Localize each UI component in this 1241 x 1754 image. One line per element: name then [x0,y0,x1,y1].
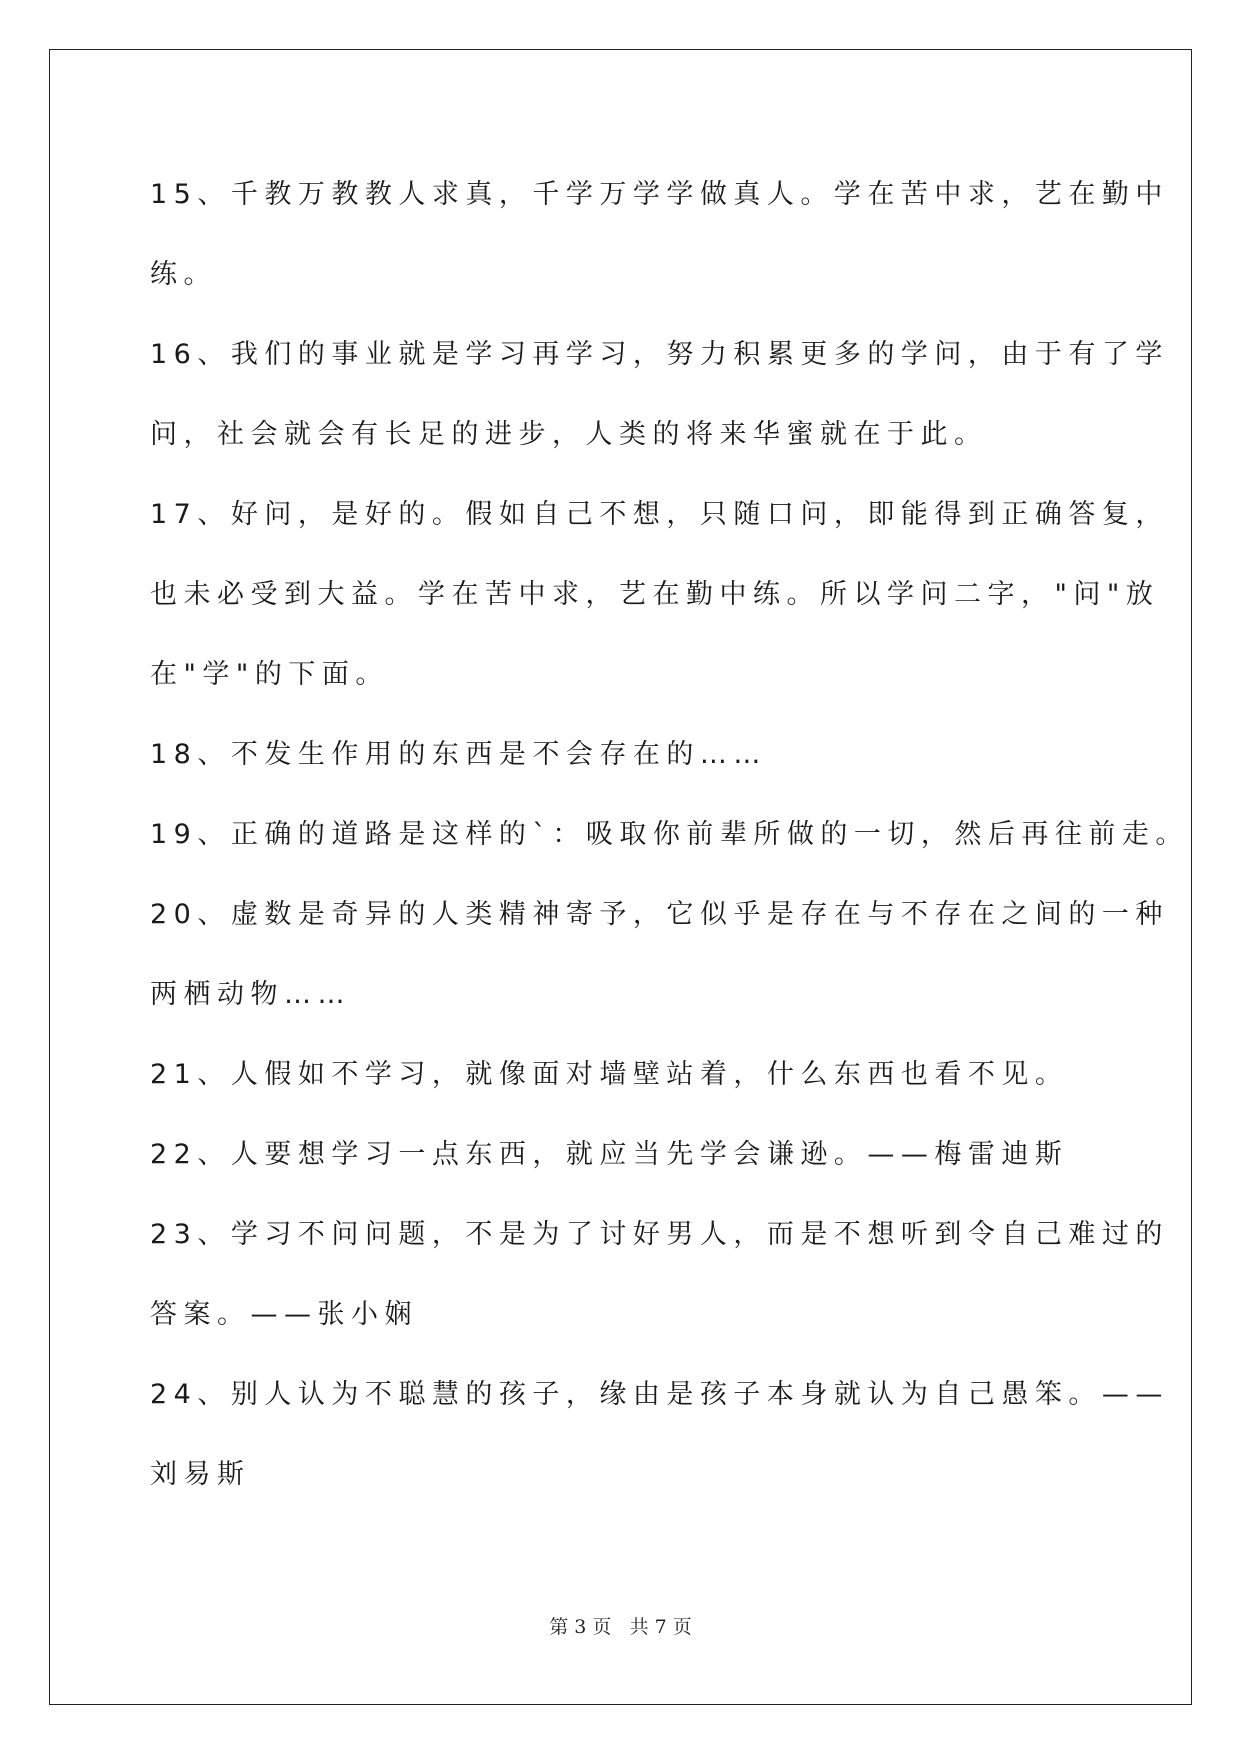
text-line: 17、好问，是好的。假如自己不想，只随口问，即能得到正确答复， [150,499,1169,530]
text-line: 24、别人认为不聪慧的孩子，缘由是孩子本身就认为自己愚笨。—— [150,1379,1169,1410]
text-line: 练。 [150,259,217,290]
text-line: 刘易斯 [150,1459,251,1490]
text-line: 20、虚数是奇异的人类精神寄予，它似乎是存在与不存在之间的一种 [150,899,1169,930]
text-line: 两栖动物…… [150,979,351,1010]
text-line: 22、人要想学习一点东西，就应当先学会谦逊。——梅雷迪斯 [150,1139,1069,1170]
text-line: 在"学"的下面。 [150,659,389,690]
text-line: 21、人假如不学习，就像面对墙壁站着，什么东西也看不见。 [150,1059,1069,1090]
text-line: 19、正确的道路是这样的`：吸取你前辈所做的一切，然后再往前走。 [150,819,1189,850]
text-line: 16、我们的事业就是学习再学习，努力积累更多的学问，由于有了学 [150,339,1169,370]
text-line: 答案。——张小娴 [150,1299,418,1330]
page-number: 第 3 页 [549,1616,612,1638]
text-line: 问，社会就会有长足的进步，人类的将来华蜜就在于此。 [150,419,988,450]
text-line: 23、学习不问问题，不是为了讨好男人，而是不想听到令自己难过的 [150,1219,1169,1250]
page-footer [0,1612,1241,1639]
text-line: 18、不发生作用的东西是不会存在的…… [150,739,767,770]
text-line: 也未必受到大益。学在苦中求，艺在勤中练。所以学问二字，"问"放 [150,579,1160,610]
text-line: 15、千教万教教人求真，千学万学学做真人。学在苦中求，艺在勤中 [150,179,1169,210]
page-total: 共 7 页 [629,1616,692,1638]
document-body [150,155,1189,1515]
